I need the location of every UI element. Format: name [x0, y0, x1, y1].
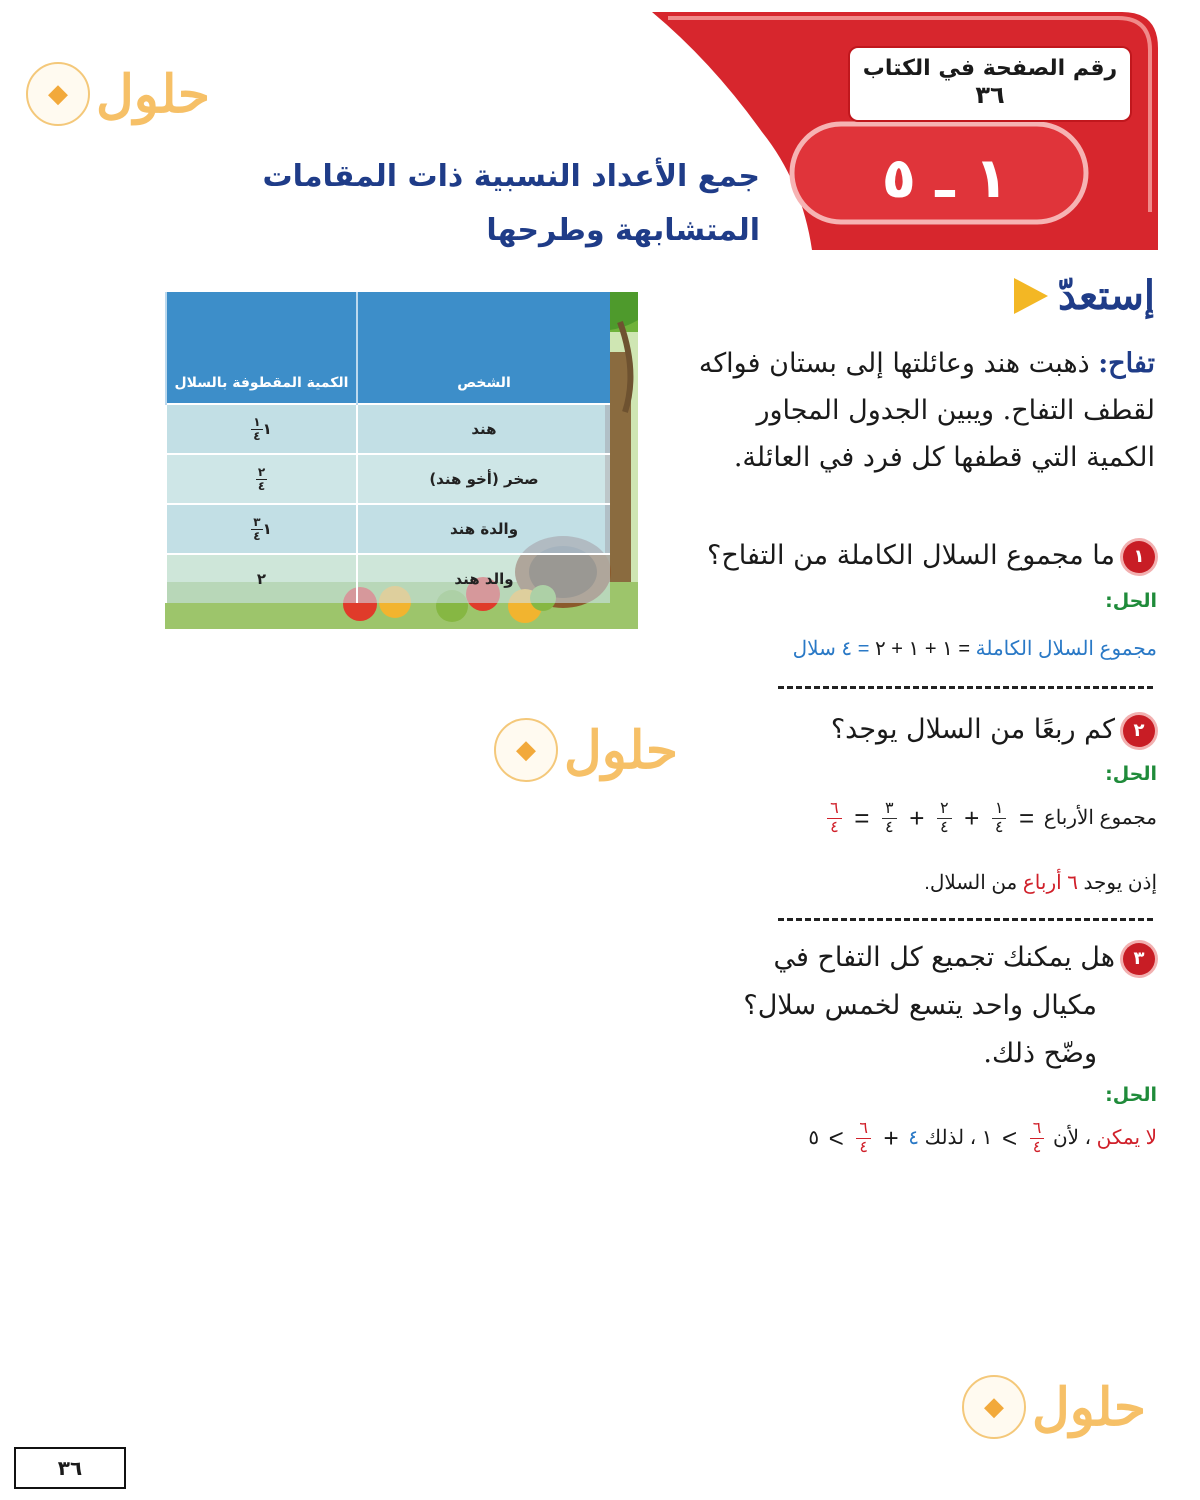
watermark-text: حلول: [96, 63, 211, 125]
question-text-line1: هل يمكنك تجميع كل التفاح في: [773, 942, 1115, 973]
page-ref-number: ٣٦: [975, 81, 1005, 109]
question-1: [600, 532, 1155, 580]
apple-table-illustration: [165, 292, 638, 629]
table-header-person: الشخص: [357, 292, 610, 404]
fraction: ٣ ٤: [882, 800, 897, 837]
apple-quantity-table: [165, 292, 610, 603]
table-cell-person: والد هند: [357, 554, 610, 603]
table-cell-person: والدة هند: [357, 504, 610, 554]
question-text: كم ربعًا من السلال يوجد؟: [830, 714, 1115, 745]
explore-label: إستعدّ: [1058, 272, 1155, 319]
fraction-numerator: ٢: [257, 464, 266, 479]
fraction: ٢ ٤: [937, 800, 952, 837]
table-cell-quantity: [166, 504, 357, 554]
solution-3: لا يمكن ، لأن ٦ ٤ > ١ ، لذلك ٤ + ٦ ٤ > ٥: [808, 1120, 1157, 1156]
solution-1: [600, 636, 1157, 661]
table-cell-quantity: [166, 454, 357, 504]
solution-label: الحل:: [1105, 590, 1157, 612]
table-header-quantity: الكمية المقطوفة بالسلال: [166, 292, 357, 404]
divider: [778, 918, 1153, 921]
quantity-fraction: [256, 466, 267, 493]
question-number-badge: ٢: [1123, 715, 1155, 747]
fraction-denominator: ٤: [257, 478, 266, 493]
watermark-bottom: [962, 1375, 1146, 1439]
page-number: ٣٦: [14, 1447, 126, 1489]
intro-text: ذهبت هند وعائلتها إلى بستان فواكه لقطف التفاح. ويبين الجدول المجاور الكمية التي قطفها كل فرد في العائلة.: [698, 348, 1155, 473]
question-text: ما مجموع السلال الكاملة من التفاح؟: [707, 540, 1115, 571]
conclusion-post: من السلال.: [924, 872, 1018, 894]
solution-3-so: ، لذلك: [924, 1126, 977, 1149]
question-3: [600, 934, 1155, 1078]
lesson-title-line1: جمع الأعداد النسبية ذات المقامات: [262, 159, 760, 194]
lesson-title-line2: المتشابهة وطرحها: [486, 213, 760, 248]
solution-1-eq: =: [958, 638, 971, 660]
solution-1-label: مجموع السلال الكاملة: [975, 638, 1157, 660]
conclusion-number: ٦: [1067, 872, 1078, 894]
question-number-badge: ١: [1123, 541, 1155, 573]
table-row: [166, 554, 610, 603]
watermark-text: حلول: [564, 719, 679, 781]
conclusion-pre: إذن يوجد: [1083, 872, 1157, 894]
divider: [778, 686, 1153, 689]
table-cell-quantity: ٢: [166, 554, 357, 603]
quantity-whole: ١: [262, 519, 272, 538]
fraction-numerator: ١: [253, 414, 261, 429]
table-cell-quantity: [166, 404, 357, 454]
book-icon: ◆: [26, 62, 90, 126]
fraction-numerator: ٣: [253, 514, 261, 529]
lesson-number: ١ ـ ٥: [881, 145, 1009, 211]
solution-2-conclusion: [600, 870, 1157, 895]
solution-1-result: = ٤ سلال: [792, 638, 870, 660]
question-text-line3: وضّح ذلك.: [983, 1038, 1097, 1069]
table-row: [166, 454, 610, 504]
solution-1-expr: ١ + ١ + ٢: [874, 638, 953, 660]
fraction-denominator: ٤: [253, 428, 261, 443]
table-cell-person: هند: [357, 404, 610, 454]
book-page-reference: [848, 46, 1132, 122]
book-icon: ◆: [962, 1375, 1026, 1439]
intro-keyword: تفاح:: [1098, 348, 1155, 379]
arrow-icon: [1014, 278, 1048, 314]
solution-2-label: مجموع الأرباع: [1043, 806, 1157, 829]
solution-3-because: ، لأن: [1052, 1126, 1092, 1149]
table-cell-person: صخر (أخو هند): [357, 454, 610, 504]
table-row: [166, 504, 610, 554]
question-number-badge: ٣: [1123, 943, 1155, 975]
intro-paragraph: [690, 340, 1155, 481]
solution-label: الحل:: [1105, 1084, 1157, 1106]
fraction-denominator: ٤: [253, 528, 261, 543]
lesson-title: [200, 150, 760, 258]
watermark-top: [26, 62, 210, 126]
question-text-line2: مكيال واحد يتسع لخمس سلال؟: [743, 990, 1097, 1021]
conclusion-word: أرباع: [1022, 872, 1062, 894]
fraction: ٦ ٤: [1030, 1120, 1045, 1157]
quantity-whole: ١: [262, 419, 272, 438]
fraction-result: ٦ ٤: [827, 800, 842, 837]
quantity-fraction: [251, 416, 262, 443]
page-ref-label: رقم الصفحة في الكتاب: [862, 56, 1118, 81]
fraction: ٦ ٤: [856, 1120, 871, 1157]
table-row: [166, 404, 610, 454]
watermark-text: حلول: [1032, 1376, 1147, 1438]
question-2: [600, 706, 1155, 754]
quantity-fraction: [251, 516, 262, 543]
book-icon: ◆: [494, 718, 558, 782]
solution-2-equation: مجموع الأرباع = ١ ٤ + ٢ ٤ + ٣ ٤ = ٦ ٤: [600, 800, 1157, 837]
explore-heading: [955, 272, 1155, 319]
solution-3-answer: لا يمكن: [1096, 1126, 1157, 1149]
fraction: ١ ٤: [992, 800, 1007, 837]
solution-label: الحل:: [1105, 763, 1157, 785]
